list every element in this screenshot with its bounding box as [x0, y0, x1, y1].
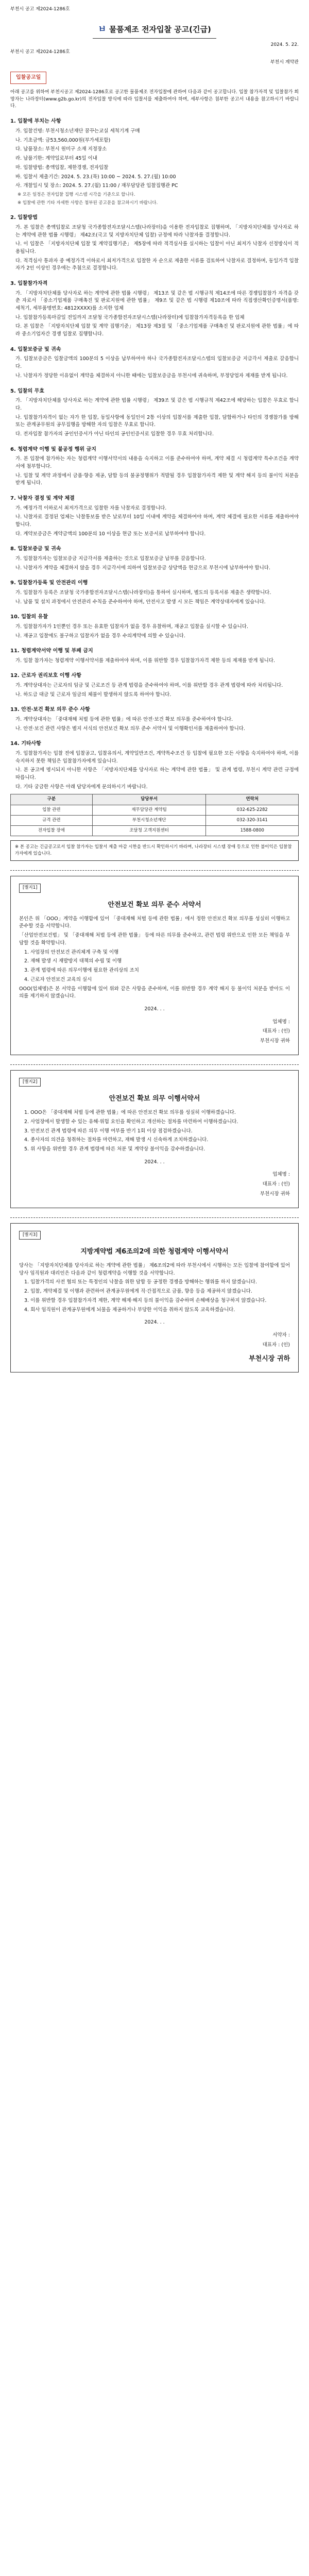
section-item: 나. 재공고 입찰에도 불구하고 입찰자가 없을 경우 수의계약에 의할 수 있습니다. — [15, 633, 185, 639]
section-item: 나. 낙찰자가 계약을 체결하지 않을 경우 지급각서에 의하여 입찰보증금 상당액을 현금으로 부천시에 납부하여야 합니다. — [15, 565, 270, 571]
form-title: 안전보건 확보 의무 준수 서약서 — [108, 901, 201, 909]
form-tag: [별지3] — [19, 1231, 41, 1240]
notice-box: ※ 본 공고는 긴급공고로서 입찰 참가자는 입찰서 제출 마감 시한을 반드시 확인하시기 바라며, 나라장터 시스템 장애 등으로 인한 불이익은 입찰참가자에게 있습니다. — [10, 840, 299, 861]
form-item: 4. 종사자의 의견을 청취하는 절차를 마련하고, 재해 발생 시 신속하게 조치하겠습니다. — [24, 1137, 209, 1143]
table-cell: 재무담당관 계약팀 — [92, 805, 206, 815]
table-cell: 전자입찰 장애 — [11, 825, 93, 836]
section-heading: 11. 청렴계약서약 이행 및 부패 금지 — [10, 648, 93, 654]
section-item: 가. 입찰 참가자는 청렴계약 이행서약서를 제출하여야 하며, 이를 위반할 경우 입찰참가자격 제한 등의 제재를 받게 됩니다. — [15, 657, 276, 664]
table-cell: 032-320-3141 — [206, 815, 299, 825]
section-item: 다. 본 입찰은 「지방자치단체 입찰 및 계약 집행기준」 제13장 제3절 및 「중소기업제품 구매촉진 및 판로지원에 관한 법률」에 따라 중소기업자간 경쟁 입찰로 집행합니다. — [15, 324, 299, 337]
section-item: 가. 본 입찰은 총액입찰로 조달청 국가종합전자조달시스템(나라장터)을 이용한 전자입찰로 집행하며, 「지방자치단체를 당사자로 하는 계약에 관한 법률 시행령」 제42조(국고 및 지방자치단체 입찰) 규정에 따라 낙찰자를 결정합니다. — [15, 224, 299, 238]
form-date: 2024. . . — [144, 1006, 165, 1012]
section-item: 가. 「지방자치단체를 당사자로 하는 계약에 관한 법률 시행령」 제39조 및 같은 법 시행규칙 제42조에 해당하는 입찰은 무효로 합니다. — [15, 398, 299, 411]
title-block — [10, 23, 299, 39]
form-body: 본인은 위 「OOO」계약을 이행함에 있어 「중대재해 처벌 등에 관한 법률」에서 정한 안전보건 확보 의무를 성실히 이행하고 준수할 것을 서약합니다. — [19, 916, 290, 929]
section-item: 나. 이 입찰은 「지방자치단체 입찰 및 계약집행기준」 제5장에 따라 적격심사를 실시하는 입찰이 아닌 최저가 낙찰자 선정방식이 적용됩니다. — [15, 241, 299, 255]
contact-table — [10, 794, 299, 836]
notice-date: 2024. 5. 22. — [270, 42, 299, 48]
section-item: 나. 입찰참가자격이 없는 자가 한 입찰, 동일사항에 동일인이 2통 이상의 입찰서를 제출한 입찰, 담합하거나 타인의 경쟁참가를 방해 또는 관계공무원의 공무집행을 방해한 자의 입찰은 무효로 합니다. — [15, 414, 299, 428]
section-item: 다. 계약보증금은 계약금액의 100분의 10 이상을 현금 또는 보증서로 납부하여야 합니다. — [15, 531, 206, 537]
form-item: 1. 입찰가격의 사전 협의 또는 특정인의 낙찰을 위한 담합 등 공정한 경쟁을 방해하는 행위를 하지 않겠습니다. — [24, 1279, 257, 1285]
section-item: 다. 납품장소: 부천시 원미구 소재 지정장소 — [15, 146, 107, 152]
section-item: 가. 입찰참가자는 입찰보증금 지급각서를 제출하는 것으로 입찰보증금 납부를 갈음합니다. — [15, 555, 206, 562]
section-item: 나. 기초금액: 금53,560,000원(부가세포함) — [15, 137, 111, 143]
section-item: 나. 납품 및 설치 과정에서 안전관리 수칙을 준수하여야 하며, 안전사고 발생 시 모든 책임은 계약상대자에게 있습니다. — [15, 599, 266, 605]
form-item: 3. 관계 법령에 따른 의무이행에 필요한 관리상의 조치 — [24, 968, 139, 974]
table-cell: 부천시청소년재단 — [92, 815, 206, 825]
logo-icon: ㅂ — [98, 24, 107, 35]
section-item: 가. 예정가격 이하로서 최저가격으로 입찰한 자를 낙찰자로 결정합니다. — [15, 505, 167, 511]
form-title: 안전보건 확보 의무 이행서약서 — [109, 1094, 200, 1103]
section-heading: 13. 안전·보건 확보 의무 준수 사항 — [10, 707, 90, 713]
table-header: 연락처 — [206, 794, 299, 805]
table-cell: 032-625-2282 — [206, 805, 299, 815]
section-item: 가. 입찰참가자가 1인뿐인 경우 또는 유효한 입찰자가 없을 경우 유찰하며, 재공고 입찰을 실시할 수 있습니다. — [15, 623, 248, 630]
form-tag: [별지1] — [19, 884, 41, 892]
intro-text: 아래 공고를 위하여 부천시공고 제2024-1286호로 공고한 물품제조 전자입찰에 관하여 다음과 같이 공고합니다. 입찰 참가자격 및 입찰참가 희망자는 나라장터(www.g2b.go.kr)의 전자입찰 방식에 따라 입찰서를 제출하여야 하며, 세부사항은 첨부한 공고서 내용을 참고하시기 바랍니다. — [10, 89, 299, 109]
form-sign: 업체명 : — [272, 1019, 290, 1025]
table-row — [11, 815, 299, 825]
form-items — [19, 949, 290, 984]
form-item: 1. OOO은 「중대재해 처벌 등에 관한 법률」에 따른 안전보건 확보 의무를 성실히 이행하겠습니다. — [24, 1110, 236, 1116]
section-heading: 3. 입찰참가자격 — [10, 281, 48, 287]
section-item: 나. 입찰 및 계약 과정에서 금품·향응 제공, 담합 등의 불공정행위가 적발될 경우 입찰참가자격 제한 및 계약 해지 등의 불이익 처분을 받게 됩니다. — [15, 472, 299, 486]
form-item: 5. 위 사항을 위반할 경우 관계 법령에 따른 처분 및 계약상 불이익을 감수하겠습니다. — [24, 1146, 205, 1152]
table-header: 구분 — [11, 794, 93, 805]
form-sign: 업체명 : — [272, 1172, 290, 1178]
notice-number: 부천시 공고 제2024-1286호 — [10, 49, 70, 55]
section-item: 다. 기타 궁금한 사항은 아래 담당자에게 문의하시기 바랍니다. — [15, 784, 148, 790]
table-cell: 1588-0800 — [206, 825, 299, 836]
table-cell: 조달청 고객지원센터 — [92, 825, 206, 836]
notice-stamp: 입찰공고일 — [10, 72, 46, 84]
form-safety-pledge — [10, 876, 299, 1055]
section-item: ※ 모든 일정은 전자입찰 집행 시스템 시각을 기준으로 합니다. — [18, 192, 135, 197]
form-sign: 대표자 : (인) — [262, 1342, 290, 1348]
section-item: 가. 입찰보증금은 입찰금액의 100분의 5 이상을 납부하여야 하나 국가종합전자조달시스템의 입찰보증금 지급각서 제출로 갈음합니다. — [15, 356, 299, 370]
section-heading: 12. 근로자 권리보호 이행 사항 — [10, 673, 81, 679]
section-heading: 5. 입찰의 무효 — [10, 388, 45, 394]
divider — [10, 870, 299, 871]
section-item: 가. 입찰건명: 부천시청소년재단 꿈꾸는교실 세척기계 구매 — [15, 128, 140, 134]
form-tag: [별지2] — [19, 1078, 41, 1087]
form-item: 2. 입찰, 계약체결 및 이행과 관련하여 관계공무원에게 직·간접적으로 금품, 향응 등을 제공하지 않겠습니다. — [24, 1289, 252, 1295]
section-item: 가. 입찰참가 등록은 조달청 국가종합전자조달시스템(나라장터)을 통하여 실시하며, 별도의 등록서류 제출은 생략합니다. — [15, 589, 271, 596]
form-date: 2024. . . — [144, 1159, 165, 1165]
form-item: 4. 회사 임직원이 관계공무원에게 뇌물을 제공하거나 부당한 이익을 취하지 않도록 교육하겠습니다. — [24, 1307, 235, 1313]
form-integrity-pledge — [10, 1223, 299, 1372]
section-item: 바. 입찰서 제출기간: 2024. 5. 23.(목) 10:00 ~ 2024. 5. 27.(월) 10:00 — [15, 174, 176, 180]
table-cell: 규격 관련 — [11, 815, 93, 825]
form-items — [19, 1109, 290, 1154]
section-item: 가. 「지방자치단체를 당사자로 하는 계약에 관한 법률 시행령」 제13조 및 같은 법 시행규칙 제14조에 따른 경쟁입찰참가 자격을 갖춘 자로서 「중소기업제품 구매촉진 및 판로지원에 관한 법률」 제9조 및 같은 법 시행령 제10조에 따라 직접생산확인증명서(품명: 세척기, 세부품명번호: 4812XXXX)를 소지한 업체 — [15, 290, 299, 312]
form-body: 「산업안전보건법」 및 「중대재해 처벌 등에 관한 법률」 등에 따른 의무를 준수하고, 관련 법령 위반으로 인한 모든 책임을 부담할 것을 확약합니다. — [19, 933, 290, 946]
section-heading: 7. 낙찰자 결정 및 계약 체결 — [10, 496, 75, 502]
form-office: 부천시장 귀하 — [260, 1038, 290, 1044]
section-item: ※ 입찰에 관한 기타 자세한 사항은 첨부된 공고문을 참고하시기 바랍니다. — [18, 200, 158, 206]
form-item: 1. 사업장의 안전보건 관리체계 구축 및 이행 — [24, 949, 119, 955]
form-sign: 대표자 : (인) — [262, 1181, 290, 1188]
form-date: 2024. . . — [144, 1319, 165, 1326]
form-body: OOO(업체명)은 본 서약을 이행함에 있어 위와 같은 사항을 준수하며, 이를 위반할 경우 계약 해지 등 불이익 처분을 받아도 이의를 제기하지 않겠습니다. — [19, 986, 290, 999]
section-item: 나. 낙찰자가 정당한 이유없이 계약을 체결하지 아니한 때에는 입찰보증금을 부천시에 귀속하며, 부정당업자 제재를 받게 됩니다. — [15, 372, 288, 379]
section-item: 가. 입찰참가자는 입찰 전에 입찰공고, 입찰유의서, 계약일반조건, 계약특수조건 등 입찰에 필요한 모든 사항을 숙지하여야 하며, 이를 숙지하지 못한 책임은 입찰참가자에게 있습니다. — [15, 750, 299, 764]
section-heading: 8. 입찰보증금 및 귀속 — [10, 546, 61, 552]
sections — [10, 117, 299, 791]
section-heading: 6. 청렴계약 이행 및 불공정 행위 금지 — [10, 446, 96, 452]
form-office: 부천시장 귀하 — [249, 1355, 290, 1363]
section-item: 사. 개찰일시 및 장소: 2024. 5. 27.(월) 11:00 / 재무담당관 입찰집행관 PC — [15, 183, 178, 189]
form-title: 지방계약법 제6조의2에 의한 청렴계약 이행서약서 — [80, 1247, 229, 1256]
form-office: 부천시장 귀하 — [260, 1191, 290, 1197]
section-heading: 14. 기타사항 — [10, 741, 41, 747]
table-row — [11, 825, 299, 836]
form-safety-implementation — [10, 1070, 299, 1208]
divider — [10, 1217, 299, 1218]
section-item: 나. 본 공고에 명시되지 아니한 사항은 「지방자치단체를 당사자로 하는 계약에 관한 법률」 및 관계 법령, 부천시 계약 관련 규정에 따릅니다. — [15, 767, 299, 781]
office-top: 부천시 공고 제2024-1286호 — [10, 7, 70, 12]
section-item: 나. 안전·보건 관련 사항은 별지 서식의 안전보건 확보 의무 준수 서약서 및 이행확인서를 제출하여야 합니다. — [15, 725, 245, 732]
form-item: 2. 재해 발생 시 재발방지 대책의 수립 및 이행 — [24, 958, 122, 964]
section-heading: 1. 입찰에 부치는 사항 — [10, 118, 61, 125]
form-item: 4. 근로자 안전보건 교육의 실시 — [24, 976, 92, 982]
section-item: 가. 계약상대자는 근로자의 임금 및 근로조건 등 관계 법령을 준수하여야 하며, 이를 위반할 경우 관계 법령에 따라 처리됩니다. — [15, 682, 283, 688]
notice-signer: 부천시 계약관 — [270, 60, 299, 65]
section-item: 나. 입찰참가등록마감일 전일까지 조달청 국가종합전자조달시스템(나라장터)에 입찰참가자격등록을 한 업체 — [15, 314, 245, 320]
section-heading: 10. 입찰의 유찰 — [10, 614, 48, 620]
table-row — [11, 805, 299, 815]
form-item: 3. 이를 위반할 경우 입찰참가자격 제한, 계약 해제·해지 등의 불이익을 감수하며 손해배상을 청구하지 않겠습니다. — [24, 1297, 267, 1303]
table-header: 담당부서 — [92, 794, 206, 805]
table-cell: 입찰 관련 — [11, 805, 93, 815]
form-body: 당사는 「지방자치단체를 당사자로 하는 계약에 관한 법률」 제6조의2에 따라 부천시에서 시행하는 모든 입찰에 참여함에 있어 당사 임직원과 대리인은 다음과 같이 청렴계약을 이행할 것을 서약합니다. — [19, 1262, 290, 1276]
section-item: 다. 적격심사 통과자 중 예정가격 이하로서 최저가격으로 입찰한 자 순으로 제출한 서류를 검토하여 낙찰자로 결정하며, 동일가격 입찰자가 2인 이상인 경우에는 추첨으로 결정합니다. — [15, 258, 299, 272]
section-item: 가. 본 입찰에 참가하는 자는 청렴계약 이행서약서의 내용을 숙지하고 이를 준수하여야 하며, 계약 체결 시 청렴계약 특수조건을 계약서에 첨부합니다. — [15, 456, 299, 469]
section-heading: 4. 입찰보증금 및 귀속 — [10, 346, 61, 352]
form-item: 2. 사업장에서 발생할 수 있는 유해·위험 요인을 확인하고 개선하는 절차를 마련하여 이행하겠습니다. — [24, 1118, 238, 1125]
divider — [10, 1064, 299, 1065]
form-item: 3. 안전보건 관계 법령에 따른 의무 이행 여부를 반기 1회 이상 점검하겠습니다. — [24, 1128, 193, 1134]
section-heading: 9. 입찰참가등록 및 안전관리 이행 — [10, 580, 88, 586]
section-heading: 2. 입찰방법 — [10, 215, 38, 221]
form-items — [19, 1279, 290, 1314]
notice-page — [10, 0, 299, 1390]
page-title: ㅂ 물품제조 전자입찰 공고(긴급) — [93, 23, 216, 39]
form-sign: 대표자 : (인) — [262, 1028, 290, 1035]
section-item: 나. 낙찰자로 결정된 업체는 낙찰통보를 받은 날로부터 10일 이내에 계약을 체결하여야 하며, 계약 체결에 필요한 서류를 제출하여야 합니다. — [15, 514, 299, 528]
section-item: 다. 전자입찰 참가자의 공인인증서가 아닌 타인의 공인인증서로 입찰한 경우 무효 처리합니다. — [15, 431, 214, 437]
section-item: 나. 하도급 대금 및 근로자 임금의 체불이 발생하지 않도록 하여야 합니다. — [15, 691, 171, 698]
section-item: 가. 계약상대자는 「중대재해 처벌 등에 관한 법률」에 따른 안전·보건 확보 의무를 준수하여야 합니다. — [15, 716, 233, 722]
form-sign: 서약자 : — [272, 1332, 290, 1338]
section-item: 마. 입찰방법: 총액입찰, 제한경쟁, 전자입찰 — [15, 164, 109, 171]
section-item: 라. 납품기한: 계약일로부터 45일 이내 — [15, 156, 97, 162]
